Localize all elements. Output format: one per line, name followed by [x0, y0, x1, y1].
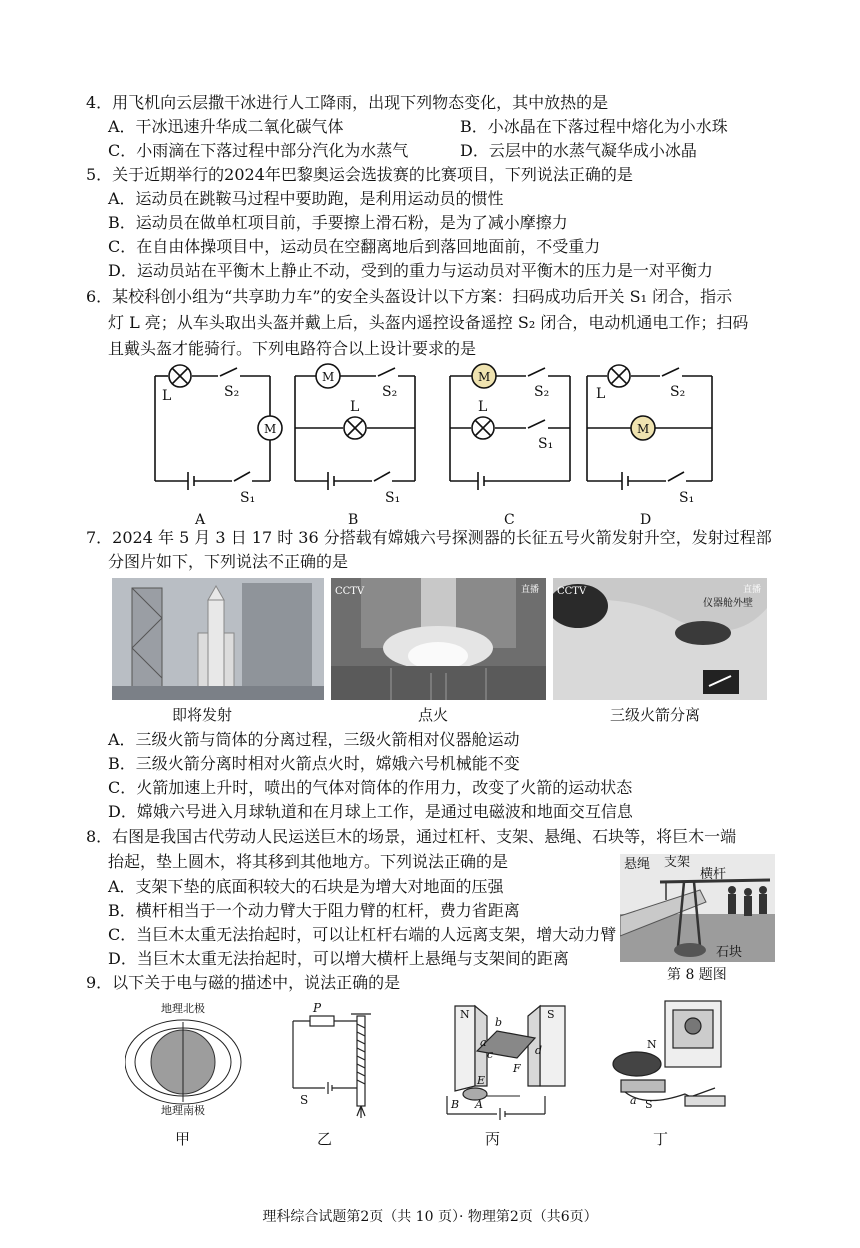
q8-option-b: B．横杆相当于一个动力臂大于阻力臂的杠杆，费力省距离	[108, 901, 520, 920]
q7-option-a: A．三级火箭与筒体的分离过程，三级火箭相对仪器舱运动	[108, 730, 520, 749]
q5-option-c: C．在自由体操项目中，运动员在空翻离地后到落回地面前，不受重力	[108, 237, 601, 256]
motor-label: M	[478, 370, 491, 384]
launch-photo-3	[553, 578, 767, 700]
figure-caption: 丁	[653, 1130, 669, 1148]
q4-option-d: D．云层中的水蒸气凝华成小冰晶	[460, 141, 697, 160]
north-pole-label: N	[647, 1038, 657, 1051]
page-footer: 理科综合试题第2页（共 10 页）· 物理第2页（共6页）	[262, 1209, 598, 1225]
live-badge: 直播	[743, 585, 762, 595]
q9-stem: 9．以下关于电与磁的描述中，说法正确的是	[86, 973, 401, 992]
q4-option-c: C．小雨滴在下落过程中部分汽化为水蒸气	[108, 141, 409, 160]
cctv-logo: CCTV	[557, 586, 587, 597]
q7-line-1: 7．2024 年 5 月 3 日 17 时 36 分搭载有嫦娥六号探测器的长征五号火箭发射升空，发射过程部	[86, 528, 772, 547]
q4-option-b: B．小冰晶在下落过程中熔化为小水珠	[460, 117, 728, 136]
brush-label: E	[477, 1074, 486, 1087]
q9-figures	[125, 996, 735, 1171]
switch-label: S₁	[240, 490, 256, 506]
south-pole-label: 地理南极	[161, 1104, 205, 1117]
switch-label: S₂	[382, 384, 398, 400]
q6-line-2: 灯 L 亮；从车头取出头盔并戴上后，头盔内遥控设备遥控 S₂ 闭合，电动机通电工作；扫码	[108, 313, 749, 332]
cabin-overlay: 仪器舱外壁	[703, 598, 753, 609]
q8-option-c: C．当巨木太重无法抬起时，可以让杠杆右端的人远离支架，增大动力臂	[108, 925, 617, 944]
launch-photo-2	[331, 578, 546, 700]
circuit-c	[450, 364, 570, 490]
switch-label: S₂	[534, 384, 550, 400]
option-label: A	[195, 512, 206, 528]
option-label: B	[348, 512, 359, 528]
q7-line-2: 分图片如下，下列说法不正确的是	[108, 552, 349, 571]
launch-photo-1	[112, 578, 324, 700]
q5-stem: 5．关于近期举行的2024年巴黎奥运会选拔赛的比赛项目，下列说法正确的是	[86, 165, 633, 184]
photo-caption-3: 三级火箭分离	[610, 706, 701, 724]
south-pole-label: S	[547, 1008, 555, 1021]
q8-figure	[620, 854, 775, 962]
coil-label: c	[487, 1048, 494, 1061]
telegraph-figure	[613, 1001, 725, 1148]
coil-label: b	[495, 1016, 503, 1029]
frame-label: 支架	[664, 855, 691, 870]
ignition-image	[331, 578, 546, 700]
rope-label: 悬绳	[624, 857, 651, 872]
wire-label: a	[630, 1094, 637, 1107]
coil-label: a	[480, 1036, 487, 1049]
q8-line-1: 8．右图是我国古代劳动人民运送巨木的场景，通过杠杆、支架、悬绳、石块等，将巨木一端	[86, 827, 737, 846]
switch-label: S₁	[679, 490, 695, 506]
north-pole-label: N	[460, 1008, 470, 1021]
lamp-label: L	[162, 388, 172, 404]
q8-figure-caption: 第 8 题图	[667, 967, 727, 983]
bar-label: 横杆	[700, 867, 727, 882]
north-pole-label: 地理北极	[161, 1002, 205, 1015]
q5-option-a: A．运动员在跳鞍马过程中要助跑，是利用运动员的惯性	[108, 189, 504, 208]
q7-option-b: B．三级火箭分离时相对火箭点火时，嫦娥六号机械能不变	[108, 754, 520, 773]
lamp-label: L	[596, 386, 606, 402]
switch-label: S₂	[224, 384, 240, 400]
earth-magnetic-field-figure	[125, 1001, 241, 1148]
motor-figure	[447, 1006, 565, 1148]
q5-option-d: D．运动员站在平衡木上静止不动，受到的重力与运动员对平衡木的压力是一对平衡力	[108, 261, 713, 280]
photo-caption-2: 点火	[418, 706, 449, 724]
slider-label: P	[313, 1001, 322, 1015]
lamp-label: L	[350, 399, 360, 415]
q8-line-2: 抬起，垫上圆木，将其移到其他地方。下列说法正确的是	[108, 852, 509, 871]
switch-label: S₂	[670, 384, 686, 400]
electromagnet-figure	[293, 1001, 371, 1148]
q5-option-b: B．运动员在做单杠项目前，手要擦上滑石粉，是为了减小摩擦力	[108, 213, 568, 232]
coil-label: d	[535, 1044, 543, 1057]
q7-option-d: D．嫦娥六号进入月球轨道和在月球上工作，是通过电磁波和地面交互信息	[108, 802, 633, 821]
option-label: C	[504, 512, 515, 528]
live-badge: 直播	[521, 585, 540, 595]
switch-label: S₁	[385, 490, 401, 506]
q6-line-3: 且戴头盔才能骑行。下列电路符合以上设计要求的是	[108, 339, 477, 358]
brush-label: F	[513, 1062, 521, 1075]
photo-caption-1: 即将发射	[172, 706, 233, 724]
motor-label: M	[264, 422, 277, 436]
figure-caption: 乙	[317, 1130, 333, 1148]
circuit-d	[587, 365, 712, 490]
q6-line-1: 6．某校科创小组为“共享助力车”的安全头盔设计以下方案：扫码成功后开关 S₁ 闭合，指示	[86, 287, 733, 306]
motor-label: M	[322, 370, 335, 384]
switch-label: S₁	[538, 436, 554, 452]
stage-separation-image	[553, 578, 767, 700]
stone-label: 石块	[716, 945, 743, 960]
brush-label: B	[451, 1098, 460, 1111]
lamp-label: L	[478, 399, 488, 415]
q7-option-c: C．火箭加速上升时，喷出的气体对筒体的作用力，改变了火箭的运动状态	[108, 778, 633, 797]
circuit-b	[295, 364, 415, 490]
q6-circuit-diagrams	[140, 356, 740, 531]
cctv-logo: CCTV	[335, 586, 365, 597]
south-pole-label: S	[645, 1098, 653, 1111]
circuit-a	[155, 365, 282, 490]
q8-option-a: A．支架下垫的底面积较大的石块是为增大对地面的压强	[108, 877, 504, 896]
q4-stem: 4．用飞机向云层撒干冰进行人工降雨，出现下列物态变化，其中放热的是	[86, 93, 609, 112]
figure-caption: 丙	[485, 1130, 501, 1148]
brush-label: A	[475, 1098, 483, 1111]
q4-option-a: A．干冰迅速升华成二氧化碳气体	[108, 117, 344, 136]
rocket-on-pad-image	[112, 578, 324, 700]
figure-caption: 甲	[175, 1130, 191, 1148]
motor-label: M	[637, 422, 650, 436]
switch-label: S	[300, 1093, 309, 1107]
option-label: D	[640, 512, 652, 528]
q8-option-d: D．当巨木太重无法抬起时，可以增大横杆上悬绳与支架间的距离	[108, 949, 569, 968]
